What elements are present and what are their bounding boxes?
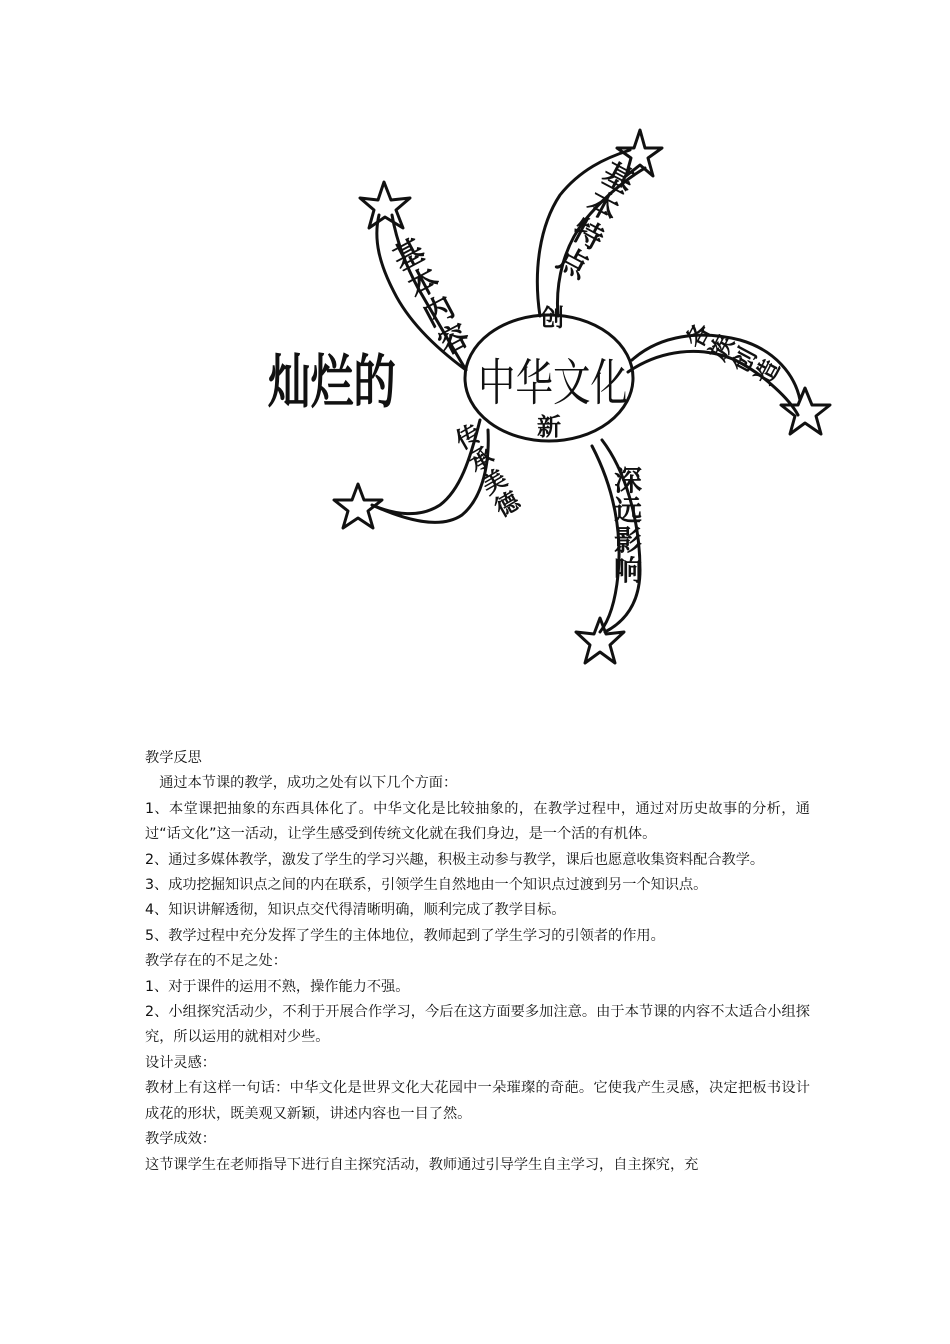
- reflection-intro: 通过本节课的教学，成功之处有以下几个方面：: [159, 775, 458, 792]
- shortcomings-heading: 教学存在的不足之处：: [145, 953, 287, 970]
- petal-label-4: [614, 464, 644, 587]
- results-text: 这节课学生在老师指导下进行自主探究活动，教师通过引导学生自主学习，自主探究，充: [145, 1156, 699, 1173]
- center-title: 中华文化: [478, 354, 628, 412]
- reflection-heading: 教学反思: [145, 750, 202, 766]
- reflection-point: 2、通过多媒体教学，激发了学生的学习兴趣，积极主动参与教学，课后也愿意收集资料配合教学。: [145, 851, 765, 868]
- star-icon: [334, 484, 382, 528]
- center-top-char: 创: [540, 304, 564, 332]
- star-icon: [360, 182, 410, 228]
- petal-label-text: 基本特点: [551, 156, 641, 287]
- petal-label-text: 基本内容: [382, 233, 474, 364]
- petal-label-2: [551, 156, 641, 287]
- shortcoming-point: 2、小组探究活动少，不利于开展合作学习，今后在这方面要多加注意。由于本节课的内容不太适合小组探究，所以运用的就相对少些。: [145, 1004, 810, 1046]
- petal-label-text: 深远影响: [614, 464, 645, 587]
- inspiration-heading: 设计灵感：: [145, 1054, 216, 1071]
- reflection-point: 5、教学过程中充分发挥了学生的主体地位，教师起到了学生学习的引领者的作用。: [145, 927, 665, 944]
- shortcoming-point: 1、对于课件的运用不熟，操作能力不强。: [145, 978, 410, 995]
- petal-label-text: 传承美德: [451, 418, 525, 523]
- reflection-point: 3、成功挖掘知识点之间的内在联系，引领学生自然地由一个知识点过渡到另一个知识点。: [145, 877, 708, 894]
- left-title: 灿烂的: [268, 348, 396, 416]
- petal-label-text: 各族创造: [680, 318, 786, 390]
- reflection-point: 1、本堂课把抽象的东西具体化了。中华文化是比较抽象的，在教学过程中，通过对历史故事的分析，通过“话文化”这一活动，让学生感受到传统文化就在我们身边，是一个活的有机体。: [145, 800, 810, 843]
- inspiration-text: 教材上有这样一句话：中华文化是世界文化大花园中一朵璀璨的奇葩。它使我产生灵感，决定把板书设计成花的形状，既美观又新颖，讲述内容也一目了然。: [145, 1080, 810, 1122]
- center-bottom-char: 新: [537, 413, 561, 441]
- reflection-point: 4、知识讲解透彻，知识点交代得清晰明确，顺利完成了教学目标。: [145, 902, 566, 919]
- results-heading: 教学成效：: [145, 1131, 216, 1148]
- star-icon: [781, 388, 830, 434]
- reflection-text: [145, 746, 810, 1178]
